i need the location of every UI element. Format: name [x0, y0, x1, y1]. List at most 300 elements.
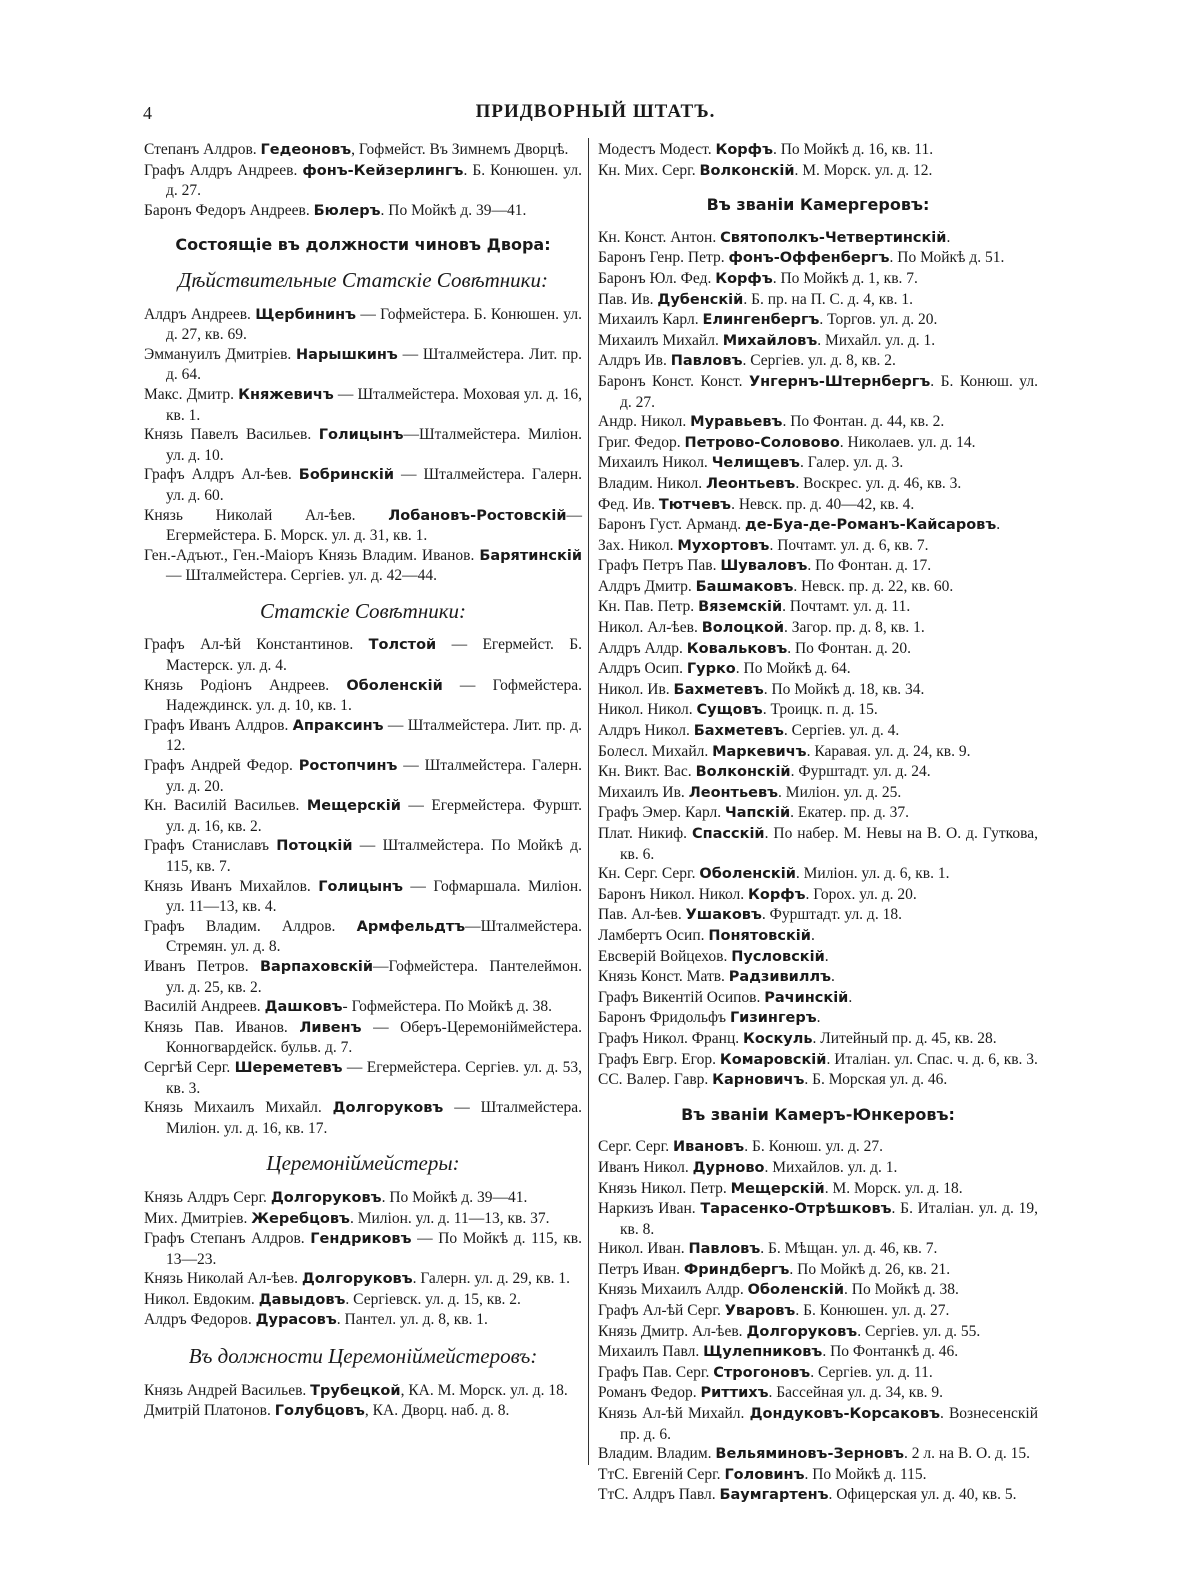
entry-address: . Миліон. ул. д. 11—13, кв. 37.: [349, 1209, 550, 1227]
entry-address: . По Мойкѣ д. 1, кв. 7.: [772, 269, 918, 287]
entry-surname: Павловъ: [670, 353, 743, 370]
entry-given-names: Князь Михаилъ Алдр.: [598, 1281, 748, 1299]
entry-surname: Карновичъ: [712, 1072, 805, 1089]
directory-entry: [144, 1098, 582, 1138]
entry-given-names: Графъ Ал-ѣй Серг.: [598, 1302, 725, 1320]
entry-given-names: Кн. Серг. Серг.: [598, 865, 700, 883]
entry-address: . Миліон. ул. д. 6, кв. 1.: [795, 865, 950, 883]
entry-given-names: Ген.-Адъют., Ген.-Маіоръ Князь Владим. Иванов.: [144, 546, 480, 564]
directory-entry: [598, 248, 1038, 269]
entry-given-names: Григ. Федор.: [598, 433, 685, 451]
directory-entry: [144, 1229, 582, 1269]
entry-given-names: Графъ Пав. Серг.: [598, 1363, 714, 1381]
entry-address: . Литейный пр. д. 45, кв. 28.: [812, 1029, 997, 1047]
directory-entry: [598, 412, 1038, 433]
rank-subheading: Дѣйствительные Статскіе Совѣтники:: [178, 267, 548, 292]
entry-address: .: [810, 926, 815, 944]
directory-entry: [144, 635, 582, 675]
entry-surname: Щулепниковъ: [703, 1344, 823, 1361]
entry-surname: Челищевъ: [711, 455, 800, 472]
entry-address: . Б. Конюш. ул. д. 27.: [744, 1138, 884, 1156]
entry-address: . Горох. ул. д. 20.: [805, 885, 917, 903]
entry-address: . Фурштадт. ул. д. 18.: [761, 906, 902, 924]
directory-entry: [598, 1404, 1038, 1444]
directory-entry: [598, 1322, 1038, 1343]
entry-surname: Гедеоновъ: [260, 142, 352, 158]
directory-entry: [598, 290, 1038, 311]
entry-address: .: [824, 947, 829, 965]
entry-surname: Баумгартенъ: [719, 1487, 829, 1504]
directory-entry: [598, 372, 1038, 412]
entry-given-names: Алдръ Дмитр.: [598, 577, 696, 595]
entry-given-names: Князь Андрей Васильев.: [144, 1381, 311, 1399]
entry-surname: Унгернъ-Штернбергъ: [748, 373, 931, 390]
entry-surname: Бахметевъ: [693, 723, 784, 740]
entry-surname: Оболенскій: [747, 1282, 845, 1299]
directory-entry: [598, 1383, 1038, 1404]
entry-surname: Волконскій: [695, 764, 791, 781]
entry-given-names: Князь Родіонъ Андреев.: [144, 676, 347, 694]
entry-given-names: Владим. Никол.: [598, 474, 706, 492]
entry-surname: Мещерскій: [730, 1180, 825, 1197]
entry-address: . Загор. пр. д. 8, кв. 1.: [784, 619, 925, 637]
directory-entry: [598, 597, 1038, 618]
entry-surname: Голубцовъ: [274, 1403, 365, 1420]
directory-entry: [598, 967, 1038, 988]
entry-address: . 2 л. на В. О. д. 15.: [904, 1445, 1030, 1463]
entry-address: . Николаев. ул. д. 14.: [839, 433, 976, 451]
entry-address: .: [848, 988, 853, 1006]
entry-surname: Гендриковъ: [310, 1231, 412, 1248]
entry-given-names: Графъ Петръ Пав.: [598, 557, 721, 575]
entry-given-names: Петръ Иван.: [598, 1260, 684, 1278]
entry-address: . По Фонтан. д. 20.: [787, 639, 911, 657]
directory-entry: [144, 546, 582, 586]
entry-address: . Невск. пр. д. 22, кв. 60.: [793, 577, 954, 595]
entry-given-names: Кн. Мих. Серг.: [598, 161, 700, 179]
entry-given-names: Графъ Алдръ Андреев.: [144, 161, 303, 179]
entry-given-names: Баронъ Никол. Никол.: [598, 885, 748, 903]
directory-entry: [598, 1280, 1038, 1301]
entry-given-names: Ламбертъ Осип.: [598, 926, 709, 944]
entry-surname: Потоцкій: [276, 838, 353, 855]
entry-address: — Оберъ-Церемоніймейстера. Конногвардейск. бульв. д. 7.: [166, 1018, 582, 1057]
directory-entry: [144, 385, 582, 425]
entry-given-names: Баронъ Густ. Арманд.: [598, 516, 746, 534]
entry-surname: Волоцкой: [701, 620, 785, 637]
directory-entry: [144, 676, 582, 716]
entry-given-names: Графъ Никол. Франц.: [598, 1029, 744, 1047]
entry-surname: Нарышкинъ: [296, 346, 398, 363]
entry-surname: Корфъ: [715, 270, 773, 287]
entry-address: .: [816, 1009, 821, 1027]
entry-surname: Комаровскій: [719, 1051, 827, 1068]
entry-surname: Ростопчинъ: [298, 758, 398, 775]
directory-entry: [598, 885, 1038, 906]
entry-address: . По Мойкѣ д. 115.: [804, 1465, 927, 1483]
entry-address: . Галер. ул. д. 3.: [799, 454, 904, 472]
entry-address: . Сергіев. ул. д. 11.: [810, 1363, 933, 1381]
entry-surname: Вяземскій: [698, 599, 783, 616]
directory-entry: [598, 905, 1038, 926]
entry-given-names: Графъ Алдръ Ал-ѣев.: [144, 466, 299, 484]
entry-address: . Каравая. ул. д. 24, кв. 9.: [806, 742, 971, 760]
entry-surname: Петрово-Соловово: [684, 434, 840, 451]
entry-address: .: [996, 516, 1001, 534]
directory-entry: [144, 1188, 582, 1209]
entry-address: . Галерн. ул. д. 29, кв. 1.: [412, 1270, 571, 1288]
entry-address: . Сергіевск. ул. д. 15, кв. 2.: [345, 1290, 521, 1308]
directory-entry: [598, 639, 1038, 660]
directory-entry: [598, 659, 1038, 680]
entry-address: . Сергіев. ул. д. 8, кв. 2.: [742, 352, 896, 370]
entry-address: . Б. Конюшен. ул. д. 27.: [795, 1302, 950, 1320]
entry-surname: Муравьевъ: [690, 414, 783, 431]
directory-entry: [598, 1050, 1038, 1071]
entry-address: — Гофмаршала. Миліон. ул. 11—13, кв. 4.: [166, 877, 582, 916]
entry-surname: Вельяминовъ-Зерновъ: [715, 1446, 905, 1463]
entry-address: .: [946, 228, 951, 246]
directory-entry: [144, 1058, 582, 1098]
entry-address: . По Фонтанкѣ д. 46.: [822, 1343, 959, 1361]
entry-given-names: Графъ Владим. Алдров.: [144, 917, 357, 935]
directory-entry: [144, 1401, 582, 1422]
entry-surname: Оболенскій: [699, 866, 796, 883]
directory-entry: [598, 618, 1038, 639]
entry-given-names: Баронъ Юл. Фед.: [598, 269, 716, 287]
entry-given-names: Макс. Дмитр.: [144, 385, 239, 403]
entry-address: —Шталмейстера. Миліон. ул. д. 10.: [166, 426, 582, 464]
directory-entry: [144, 1269, 582, 1290]
entry-address: — Егермейстера. Фуршт. ул. д. 16, кв. 2.: [166, 797, 582, 835]
entry-surname: Лобановъ-Ростовскій: [388, 507, 567, 524]
entry-address: —Егермейстера. Б. Морск. ул. д. 31, кв. 1.: [166, 506, 582, 545]
entry-surname: Строгоновъ: [713, 1364, 811, 1381]
rank-subheading: Статскіе Совѣтники:: [259, 598, 467, 623]
entry-given-names: Зах. Никол.: [598, 536, 678, 554]
directory-entry: [598, 331, 1038, 352]
entry-address: . Фурштадт. ул. д. 24.: [790, 763, 931, 781]
entry-address: —Шталмейстера. Стремян. ул. д. 8.: [166, 917, 582, 956]
directory-entry: [598, 762, 1038, 783]
directory-entry: [598, 474, 1038, 495]
directory-entry: [598, 433, 1038, 454]
entry-surname: Ливенъ: [299, 1019, 362, 1036]
entry-surname: Шереметевъ: [234, 1059, 343, 1076]
directory-entry: [598, 515, 1038, 536]
directory-entry: [598, 577, 1038, 598]
entry-given-names: Иванъ Петров.: [144, 957, 260, 975]
entry-surname: Долгоруковъ: [270, 1189, 382, 1206]
entry-surname: Ивановъ: [673, 1139, 745, 1156]
entry-given-names: Князь Николай Ал-ѣев.: [144, 1270, 302, 1288]
entry-address: . Почтамт. ул. д. 6, кв. 7.: [769, 536, 929, 554]
directory-entry: [598, 742, 1038, 763]
directory-entry: [144, 796, 582, 836]
entry-surname: Коскуль: [743, 1030, 813, 1047]
directory-entry: [598, 1342, 1038, 1363]
entry-surname: Барятинскій: [479, 547, 582, 564]
entry-address: . Сергіев. ул. д. 55.: [857, 1322, 981, 1340]
entry-address: . Екатер. пр. д. 37.: [790, 804, 910, 822]
entry-given-names: Кн. Василій Васильев.: [144, 797, 307, 815]
entry-surname: Тютчевъ: [658, 496, 732, 513]
entry-surname: Павловъ: [688, 1241, 761, 1258]
entry-given-names: Иванъ Никол.: [598, 1158, 693, 1176]
entry-address: . Б. Италіан. ул. д. 19, кв. 8.: [620, 1200, 1038, 1238]
entry-surname: Дубенскій: [657, 291, 744, 308]
entry-given-names: Василій Андреев.: [144, 998, 265, 1016]
entry-surname: Головинъ: [724, 1466, 805, 1483]
directory-entry: [598, 1301, 1038, 1322]
entry-address: — Шталмейстера. По Мойкѣ д. 115, кв. 7.: [166, 837, 582, 875]
directory-entry: [598, 1239, 1038, 1260]
section-heading: Въ званіи Камеръ-Юнкеровъ:: [681, 1104, 955, 1124]
entry-surname: Бюлеръ: [313, 202, 381, 219]
entry-given-names: Фед. Ив.: [598, 495, 659, 513]
entry-address: . По Мойкѣ д. 39—41.: [381, 1188, 528, 1206]
directory-entry: [144, 756, 582, 796]
directory-entry: [598, 1485, 1038, 1506]
entry-surname: Гизингеръ: [729, 1010, 817, 1027]
running-head: ПРИДВОРНЫЙ ШТАТЪ.: [475, 101, 716, 122]
entry-given-names: Алдръ Никол.: [598, 722, 694, 740]
entry-given-names: Графъ Андрей Федор.: [144, 757, 299, 775]
entry-given-names: Графъ Станиславъ: [144, 837, 277, 855]
entry-address: . Торгов. ул. д. 20.: [819, 311, 938, 329]
entry-surname: Долгоруковъ: [332, 1100, 444, 1117]
entry-given-names: Алдръ Осип.: [598, 660, 687, 678]
entry-surname: Башмаковъ: [695, 578, 794, 595]
entry-given-names: Михаилъ Никол.: [598, 454, 712, 472]
entry-given-names: Никол. Евдоким.: [144, 1290, 259, 1308]
entry-surname: Чапскій: [725, 805, 791, 822]
directory-entry: [598, 680, 1038, 701]
entry-given-names: Михаилъ Павл.: [598, 1343, 704, 1361]
entry-address: . Михайлов. ул. д. 1.: [764, 1158, 898, 1176]
entry-address: , КА. Дворц. наб. д. 8.: [364, 1402, 510, 1420]
entry-given-names: Михаилъ Михайл.: [598, 331, 723, 349]
entry-surname: Спасскій: [691, 826, 765, 842]
entry-address: . Б. Конюш. ул. д. 27.: [620, 372, 1038, 411]
entry-address: . По Мойкѣ д. 16, кв. 11.: [772, 141, 934, 158]
section-heading: Состоящіе въ должности чиновъ Двора:: [175, 235, 551, 255]
entry-address: . Сергіев. ул. д. 4.: [783, 722, 900, 740]
entry-given-names: Баронъ Генр. Петр.: [598, 249, 729, 267]
directory-entry: [598, 140, 1038, 161]
directory-entry: [144, 425, 582, 465]
entry-address: — Гофмейстера. Б. Конюшен. ул. д. 27, кв. 69.: [166, 305, 582, 344]
entry-address: — Шталмейстера. Миліон. ул. д. 16, кв. 17.: [166, 1099, 582, 1137]
entry-surname: Апраксинъ: [292, 717, 384, 734]
entry-address: . Невск. пр. д. 40—42, кв. 4.: [731, 495, 915, 513]
directory-entry: [598, 310, 1038, 331]
entry-address: . По набер. М. Невы на В. О. д. Гуткова, кв. 6.: [620, 825, 1038, 863]
directory-entry: [598, 1029, 1038, 1050]
section-heading: Въ званіи Камергеровъ:: [706, 195, 930, 215]
directory-entry: [144, 345, 582, 385]
entry-given-names: СС. Валер. Гавр.: [598, 1071, 713, 1089]
directory-entry: [598, 926, 1038, 947]
directory-entry: [598, 864, 1038, 885]
entry-address: . Б. Мѣщан. ул. д. 46, кв. 7.: [760, 1240, 938, 1258]
entry-given-names: Плат. Никиф.: [598, 825, 692, 842]
entry-given-names: Князь Павелъ Васильев.: [144, 426, 319, 444]
directory-entry: [598, 1179, 1038, 1200]
entry-surname: Долгоруковъ: [301, 1271, 413, 1288]
entry-address: . Офицерская ул. д. 40, кв. 5.: [828, 1486, 1017, 1504]
entry-given-names: Никол. Ив.: [598, 680, 674, 698]
entry-surname: Дашковъ: [264, 999, 343, 1016]
entry-address: — Шталмейстера. Галерн. ул. д. 20.: [166, 757, 583, 795]
directory-entry: [598, 783, 1038, 804]
entry-surname: Волконскій: [699, 162, 795, 179]
entry-given-names: Князь Ал-ѣй Михайл.: [598, 1405, 750, 1423]
directory-entry: [598, 1199, 1038, 1239]
entry-given-names: Алдръ Ив.: [598, 352, 671, 370]
directory-entry: [598, 1363, 1038, 1384]
directory-entry: [598, 824, 1038, 864]
directory-entry: [598, 536, 1038, 557]
entry-given-names: Никол. Ал-ѣев.: [598, 619, 702, 637]
entry-given-names: Мих. Дмитріев.: [144, 1209, 252, 1227]
entry-surname: Дурново: [692, 1159, 765, 1176]
entry-given-names: Графъ Евгр. Егор.: [598, 1050, 720, 1068]
directory-entry: [598, 1070, 1038, 1091]
entry-address: . По Мойкѣ д. 38.: [844, 1281, 959, 1299]
entry-surname: Риттихъ: [700, 1385, 769, 1402]
entry-given-names: Баронъ Фридольфъ: [598, 1009, 730, 1027]
entry-surname: Радзивиллъ: [728, 969, 831, 986]
directory-entry: [598, 947, 1038, 968]
entry-address: . По Мойкѣ д. 18, кв. 34.: [763, 680, 925, 698]
entry-given-names: Андр. Никол.: [598, 413, 691, 431]
entry-address: . Италіан. ул. Спас. ч. д. 6, кв. 3.: [826, 1050, 1038, 1068]
entry-surname: Бахметевъ: [673, 681, 764, 698]
entry-surname: Варпаховскій: [259, 958, 374, 975]
directory-entry: [144, 1381, 582, 1402]
right-column: [598, 140, 1038, 1506]
entry-address: — Гофмейстера. Надеждинск. ул. д. 10, кв. 1.: [166, 676, 582, 715]
entry-address: , Гофмейст. Въ Зимнемъ Дворцѣ.: [351, 141, 569, 158]
entry-surname: Дурасовъ: [255, 1312, 337, 1329]
entry-given-names: Графъ Иванъ Алдров.: [144, 716, 293, 734]
entry-surname: Корфъ: [748, 886, 806, 903]
entry-surname: Толстой: [368, 637, 437, 654]
entry-given-names: Пав. Ив.: [598, 290, 658, 308]
entry-given-names: Наркизъ Иван.: [598, 1200, 701, 1218]
entry-address: . М. Морск. ул. д. 12.: [794, 161, 933, 179]
directory-entry: [144, 917, 582, 957]
entry-given-names: Баронъ Федоръ Андреев.: [144, 201, 314, 219]
directory-entry: [598, 161, 1038, 182]
entry-address: . Пантел. ул. д. 8, кв. 1.: [336, 1311, 488, 1329]
entry-address: — Егермейст. Б. Мастерск. ул. д. 4.: [166, 636, 582, 675]
entry-surname: Шуваловъ: [720, 558, 808, 575]
entry-surname: Жеребцовъ: [251, 1210, 350, 1227]
entry-address: . Б. Конюшен. ул. д. 27.: [166, 161, 582, 200]
directory-entry: [598, 1444, 1038, 1465]
directory-entry: [598, 1260, 1038, 1281]
directory-entry: [144, 997, 582, 1018]
entry-given-names: Баронъ Конст. Конст.: [598, 372, 749, 390]
directory-entry: [598, 269, 1038, 290]
entry-address: . По Фонтан. д. 44, кв. 2.: [782, 413, 945, 431]
entry-surname: Тарасенко-Отрѣшковъ: [700, 1201, 892, 1218]
entry-surname: Рачинскій: [764, 989, 849, 1006]
entry-given-names: Кн. Викт. Вас.: [598, 763, 696, 781]
entry-address: . По Мойкѣ д. 26, кв. 21.: [789, 1260, 951, 1278]
entry-given-names: Романъ Федор.: [598, 1384, 701, 1402]
entry-surname: Бобринскій: [298, 467, 395, 484]
entry-given-names: Князь Пав. Иванов.: [144, 1018, 300, 1036]
entry-address: . Вознесенскій пр. д. 6.: [620, 1405, 1038, 1443]
entry-surname: Фриндбергъ: [683, 1261, 790, 1278]
entry-given-names: Эммануилъ Дмитріев.: [144, 345, 297, 363]
entry-given-names: ТтС. Евгеній Серг.: [598, 1465, 725, 1483]
entry-surname: Леонтьевъ: [688, 784, 779, 801]
entry-surname: Мухортовъ: [677, 537, 770, 554]
entry-address: — Шталмейстера. Лит. пр. д. 12.: [166, 716, 582, 755]
entry-address: . Миліон. ул. д. 25.: [778, 783, 902, 801]
directory-entry: [598, 556, 1038, 577]
directory-entry: [598, 1158, 1038, 1179]
directory-entry: [144, 957, 582, 997]
entry-given-names: Князь Михаилъ Михайл.: [144, 1099, 333, 1117]
directory-entry: [598, 453, 1038, 474]
entry-surname: Ушаковъ: [685, 907, 762, 924]
page-number: 4: [143, 103, 152, 123]
directory-entry: [144, 1310, 582, 1331]
directory-entry: [144, 836, 582, 876]
directory-entry: [598, 1008, 1038, 1029]
entry-address: . Бассейная ул. д. 34, кв. 9.: [768, 1384, 944, 1402]
entry-given-names: Дмитрій Платонов.: [144, 1402, 275, 1420]
entry-address: , КА. М. Морск. ул. д. 18.: [400, 1381, 568, 1399]
entry-address: . Б. пр. на П. С. д. 4, кв. 1.: [743, 290, 913, 308]
entry-surname: Долгоруковъ: [746, 1323, 858, 1340]
entry-address: . По Мойкѣ д. 51.: [889, 249, 1005, 267]
directory-entry: [144, 1290, 582, 1311]
entry-given-names: Алдръ Федоров.: [144, 1311, 256, 1329]
entry-given-names: Князь Дмитр. Ал-ѣев.: [598, 1322, 747, 1340]
directory-entry: [598, 988, 1038, 1009]
entry-surname: Мещерскій: [306, 798, 401, 815]
entry-surname: де-Буа-де-Романъ-Кайсаровъ: [745, 517, 997, 534]
entry-given-names: Модестъ Модест.: [598, 141, 716, 158]
directory-entry: [598, 803, 1038, 824]
entry-given-names: Болесл. Михайл.: [598, 742, 713, 760]
directory-entry: [144, 465, 582, 505]
entry-address: — Шталмейстера. Лит. пр. д. 64.: [166, 345, 582, 384]
entry-given-names: Князь Николай Ал-ѣев.: [144, 506, 389, 524]
entry-given-names: Графъ Ал-ѣй Константинов.: [144, 636, 369, 654]
entry-given-names: Князь Конст. Матв.: [598, 968, 729, 986]
entry-address: — Шталмейстера. Моховая ул. д. 16, кв. 1.: [166, 385, 582, 424]
entry-address: — По Мойкѣ д. 115, кв. 13—23.: [166, 1230, 583, 1268]
entry-address: . Троицк. п. д. 15.: [762, 701, 878, 719]
entry-surname: Трубецкой: [310, 1382, 401, 1399]
entry-given-names: Степанъ Алдров.: [144, 141, 261, 158]
directory-entry: [144, 161, 582, 201]
entry-given-names: Алдръ Алдр.: [598, 639, 687, 657]
entry-given-names: Графъ Степанъ Алдров.: [144, 1230, 311, 1248]
entry-given-names: Михаилъ Ив.: [598, 783, 689, 801]
entry-surname: Маркевичъ: [712, 743, 807, 760]
rank-subheading: Въ должности Церемоніймейстеровъ:: [188, 1344, 538, 1369]
entry-address: — Егермейстера. Сергіев. ул. д. 53, кв. 3.: [166, 1058, 582, 1097]
entry-surname: Дондуковъ-Корсаковъ: [749, 1406, 940, 1423]
